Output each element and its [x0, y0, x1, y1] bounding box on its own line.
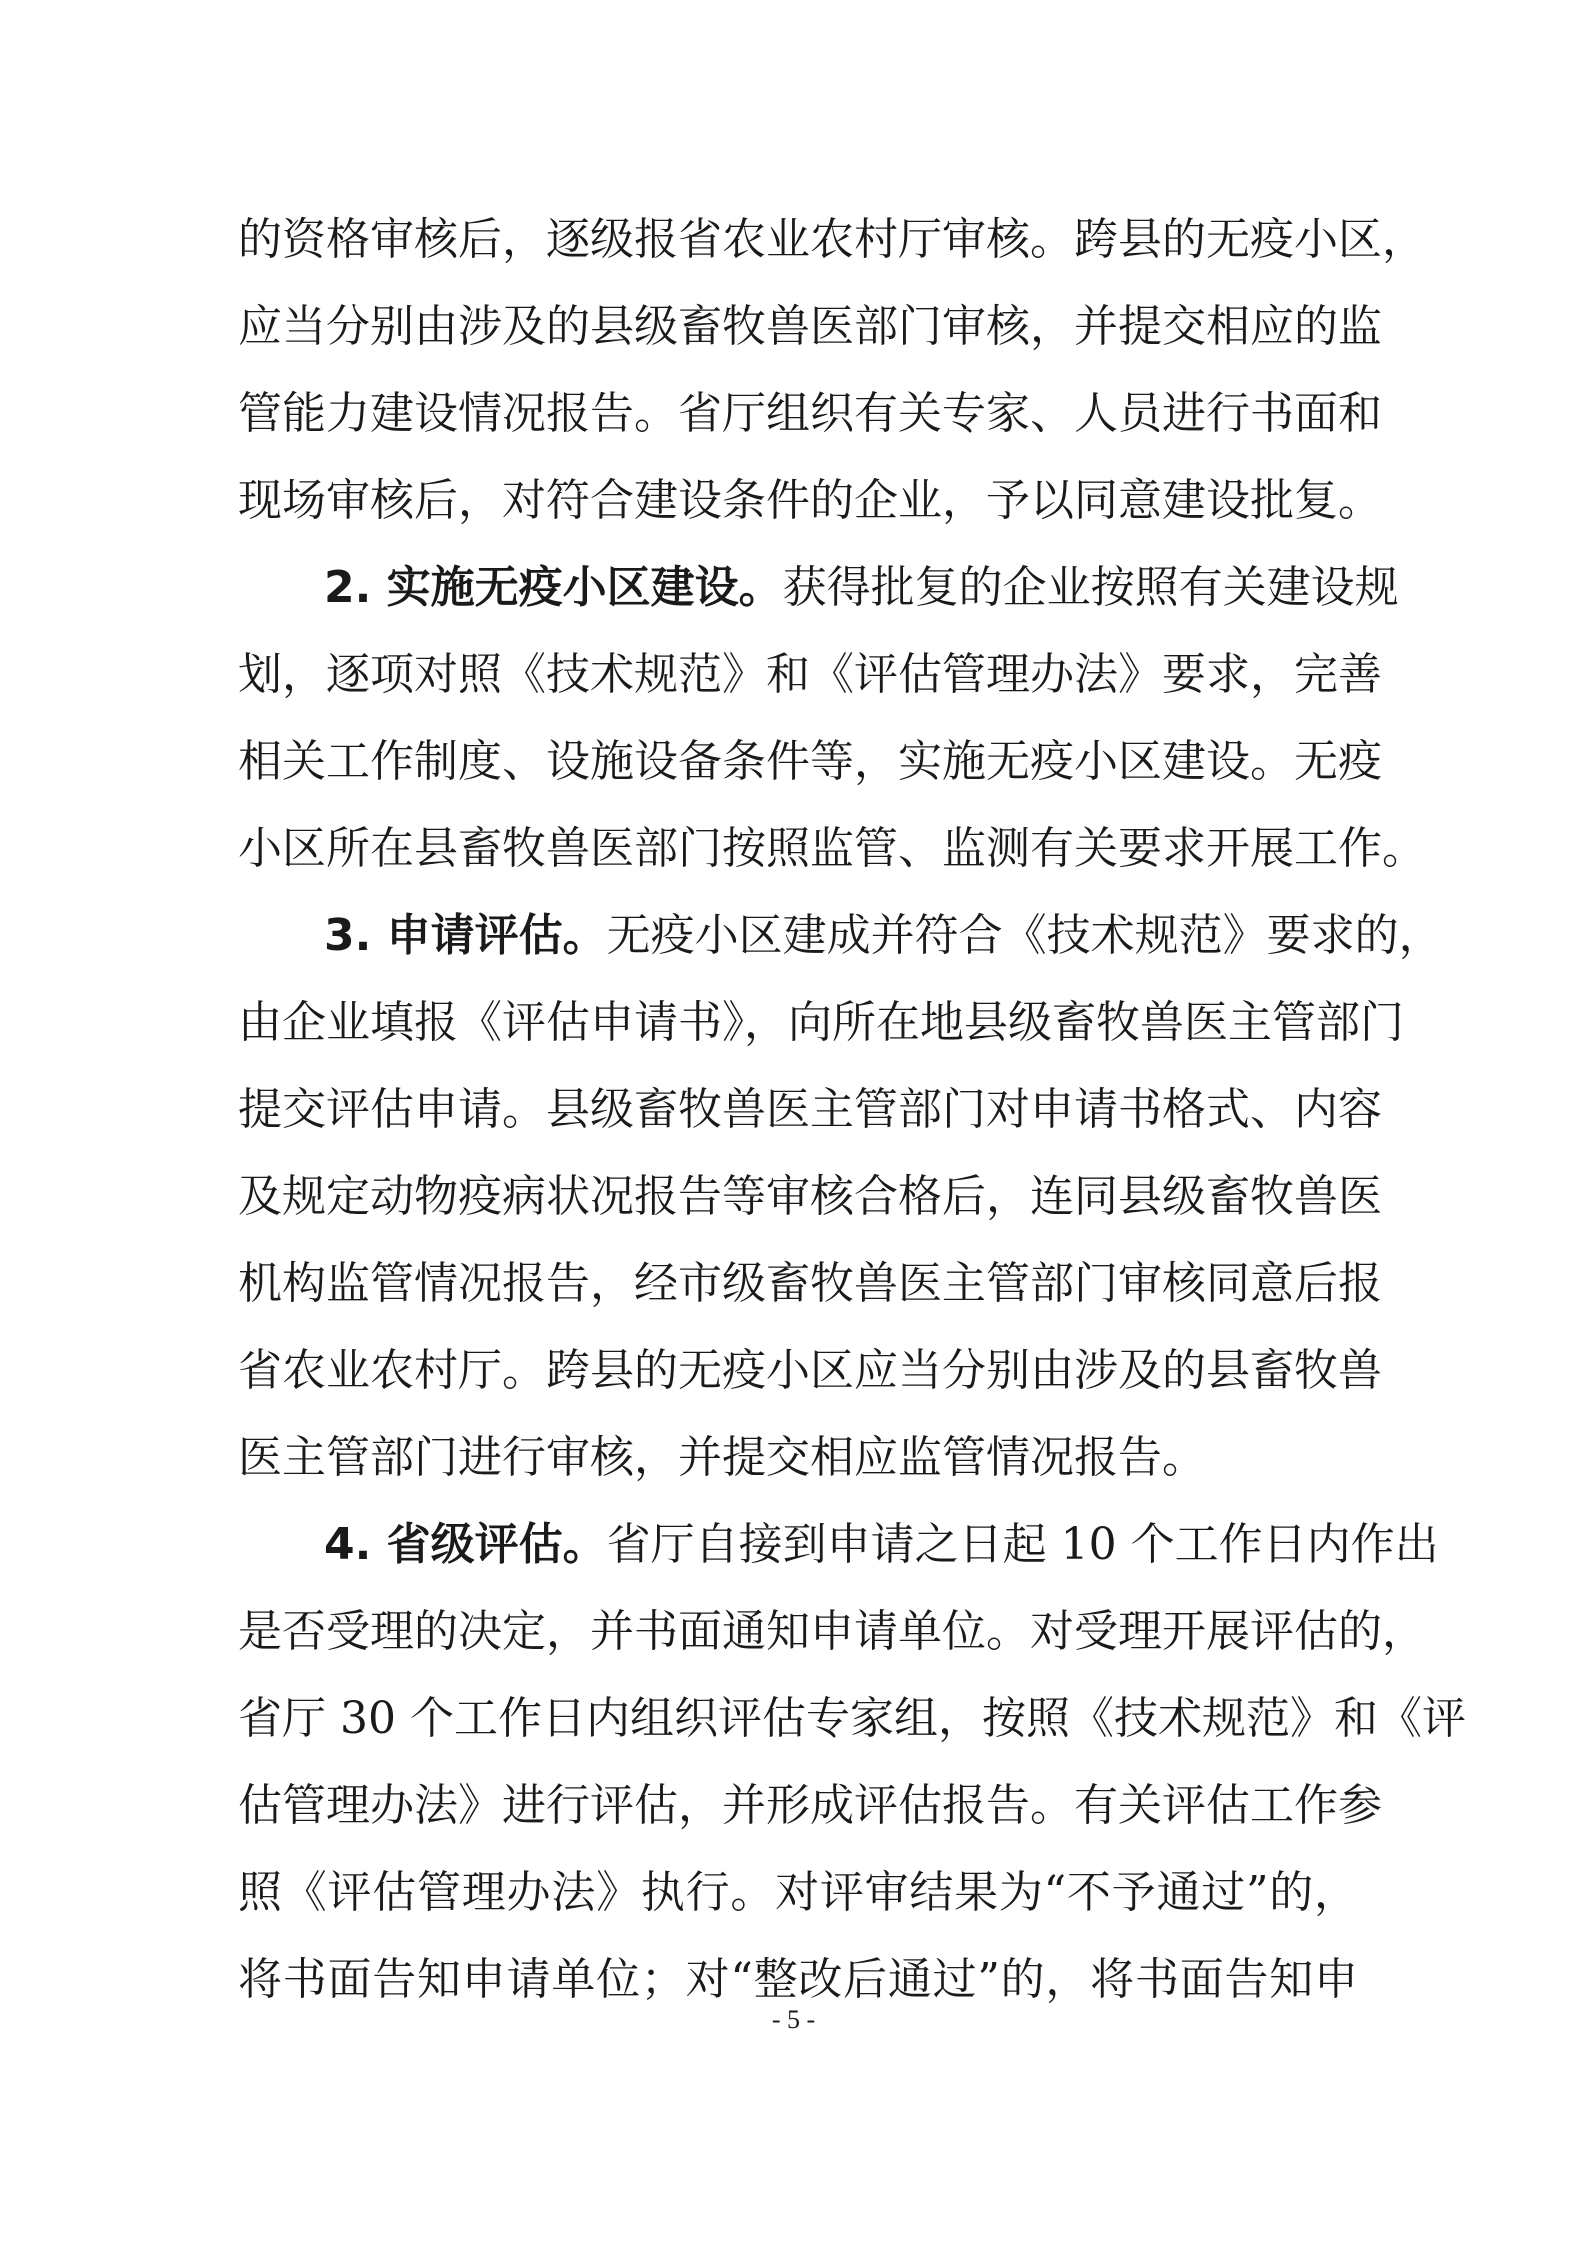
text-line: 照《评估管理办法》执行。对评审结果为“不予通过”的，	[238, 1867, 1358, 1918]
text-line: 3. 申请评估。无疫小区建成并符合《技术规范》要求的，	[324, 910, 1443, 961]
text-line: 2. 实施无疫小区建设。获得批复的企业按照有关建设规	[324, 562, 1399, 613]
document-body	[238, 196, 1466, 2023]
section-heading: 4. 省级评估。	[324, 1519, 607, 1570]
text-line: 相关工作制度、设施设备条件等，实施无疫小区建设。无疫	[238, 736, 1382, 787]
text-line: 将书面告知申请单位；对“整改后通过”的，将书面告知申	[238, 1954, 1358, 2005]
section-heading: 3. 申请评估。	[324, 910, 607, 961]
text-line: 管能力建设情况报告。省厅组织有关专家、人员进行书面和	[238, 388, 1382, 439]
text-line: 划，逐项对照《技术规范》和《评估管理办法》要求，完善	[238, 649, 1382, 700]
text-line: 医主管部门进行审核，并提交相应监管情况报告。	[238, 1432, 1206, 1483]
text-line: 省农业农村厅。跨县的无疫小区应当分别由涉及的县畜牧兽	[238, 1345, 1382, 1396]
text-line: 小区所在县畜牧兽医部门按照监管、监测有关要求开展工作。	[238, 823, 1426, 874]
text-line: 及规定动物疫病状况报告等审核合格后，连同县级畜牧兽医	[238, 1171, 1382, 1222]
page-number: - 5 -	[771, 2005, 816, 2034]
text-line: 是否受理的决定，并书面通知申请单位。对受理开展评估的，	[238, 1606, 1426, 1657]
text-line: 的资格审核后，逐级报省农业农村厅审核。跨县的无疫小区，	[238, 214, 1426, 265]
text-line: 省厅 30 个工作日内组织评估专家组，按照《技术规范》和《评	[238, 1693, 1466, 1744]
text-line: 估管理办法》进行评估，并形成评估报告。有关评估工作参	[238, 1780, 1382, 1831]
section-heading: 2. 实施无疫小区建设。	[324, 562, 783, 613]
text-line: 提交评估申请。县级畜牧兽医主管部门对申请书格式、内容	[238, 1084, 1382, 1135]
text-line: 由企业填报《评估申请书》，向所在地县级畜牧兽医主管部门	[238, 997, 1404, 1048]
text-line: 现场审核后，对符合建设条件的企业，予以同意建设批复。	[238, 475, 1382, 526]
text-line: 4. 省级评估。省厅自接到申请之日起 10 个工作日内作出	[324, 1519, 1439, 1570]
text-line: 应当分别由涉及的县级畜牧兽医部门审核，并提交相应的监	[238, 301, 1382, 352]
text-line: 机构监管情况报告，经市级畜牧兽医主管部门审核同意后报	[238, 1258, 1382, 1309]
